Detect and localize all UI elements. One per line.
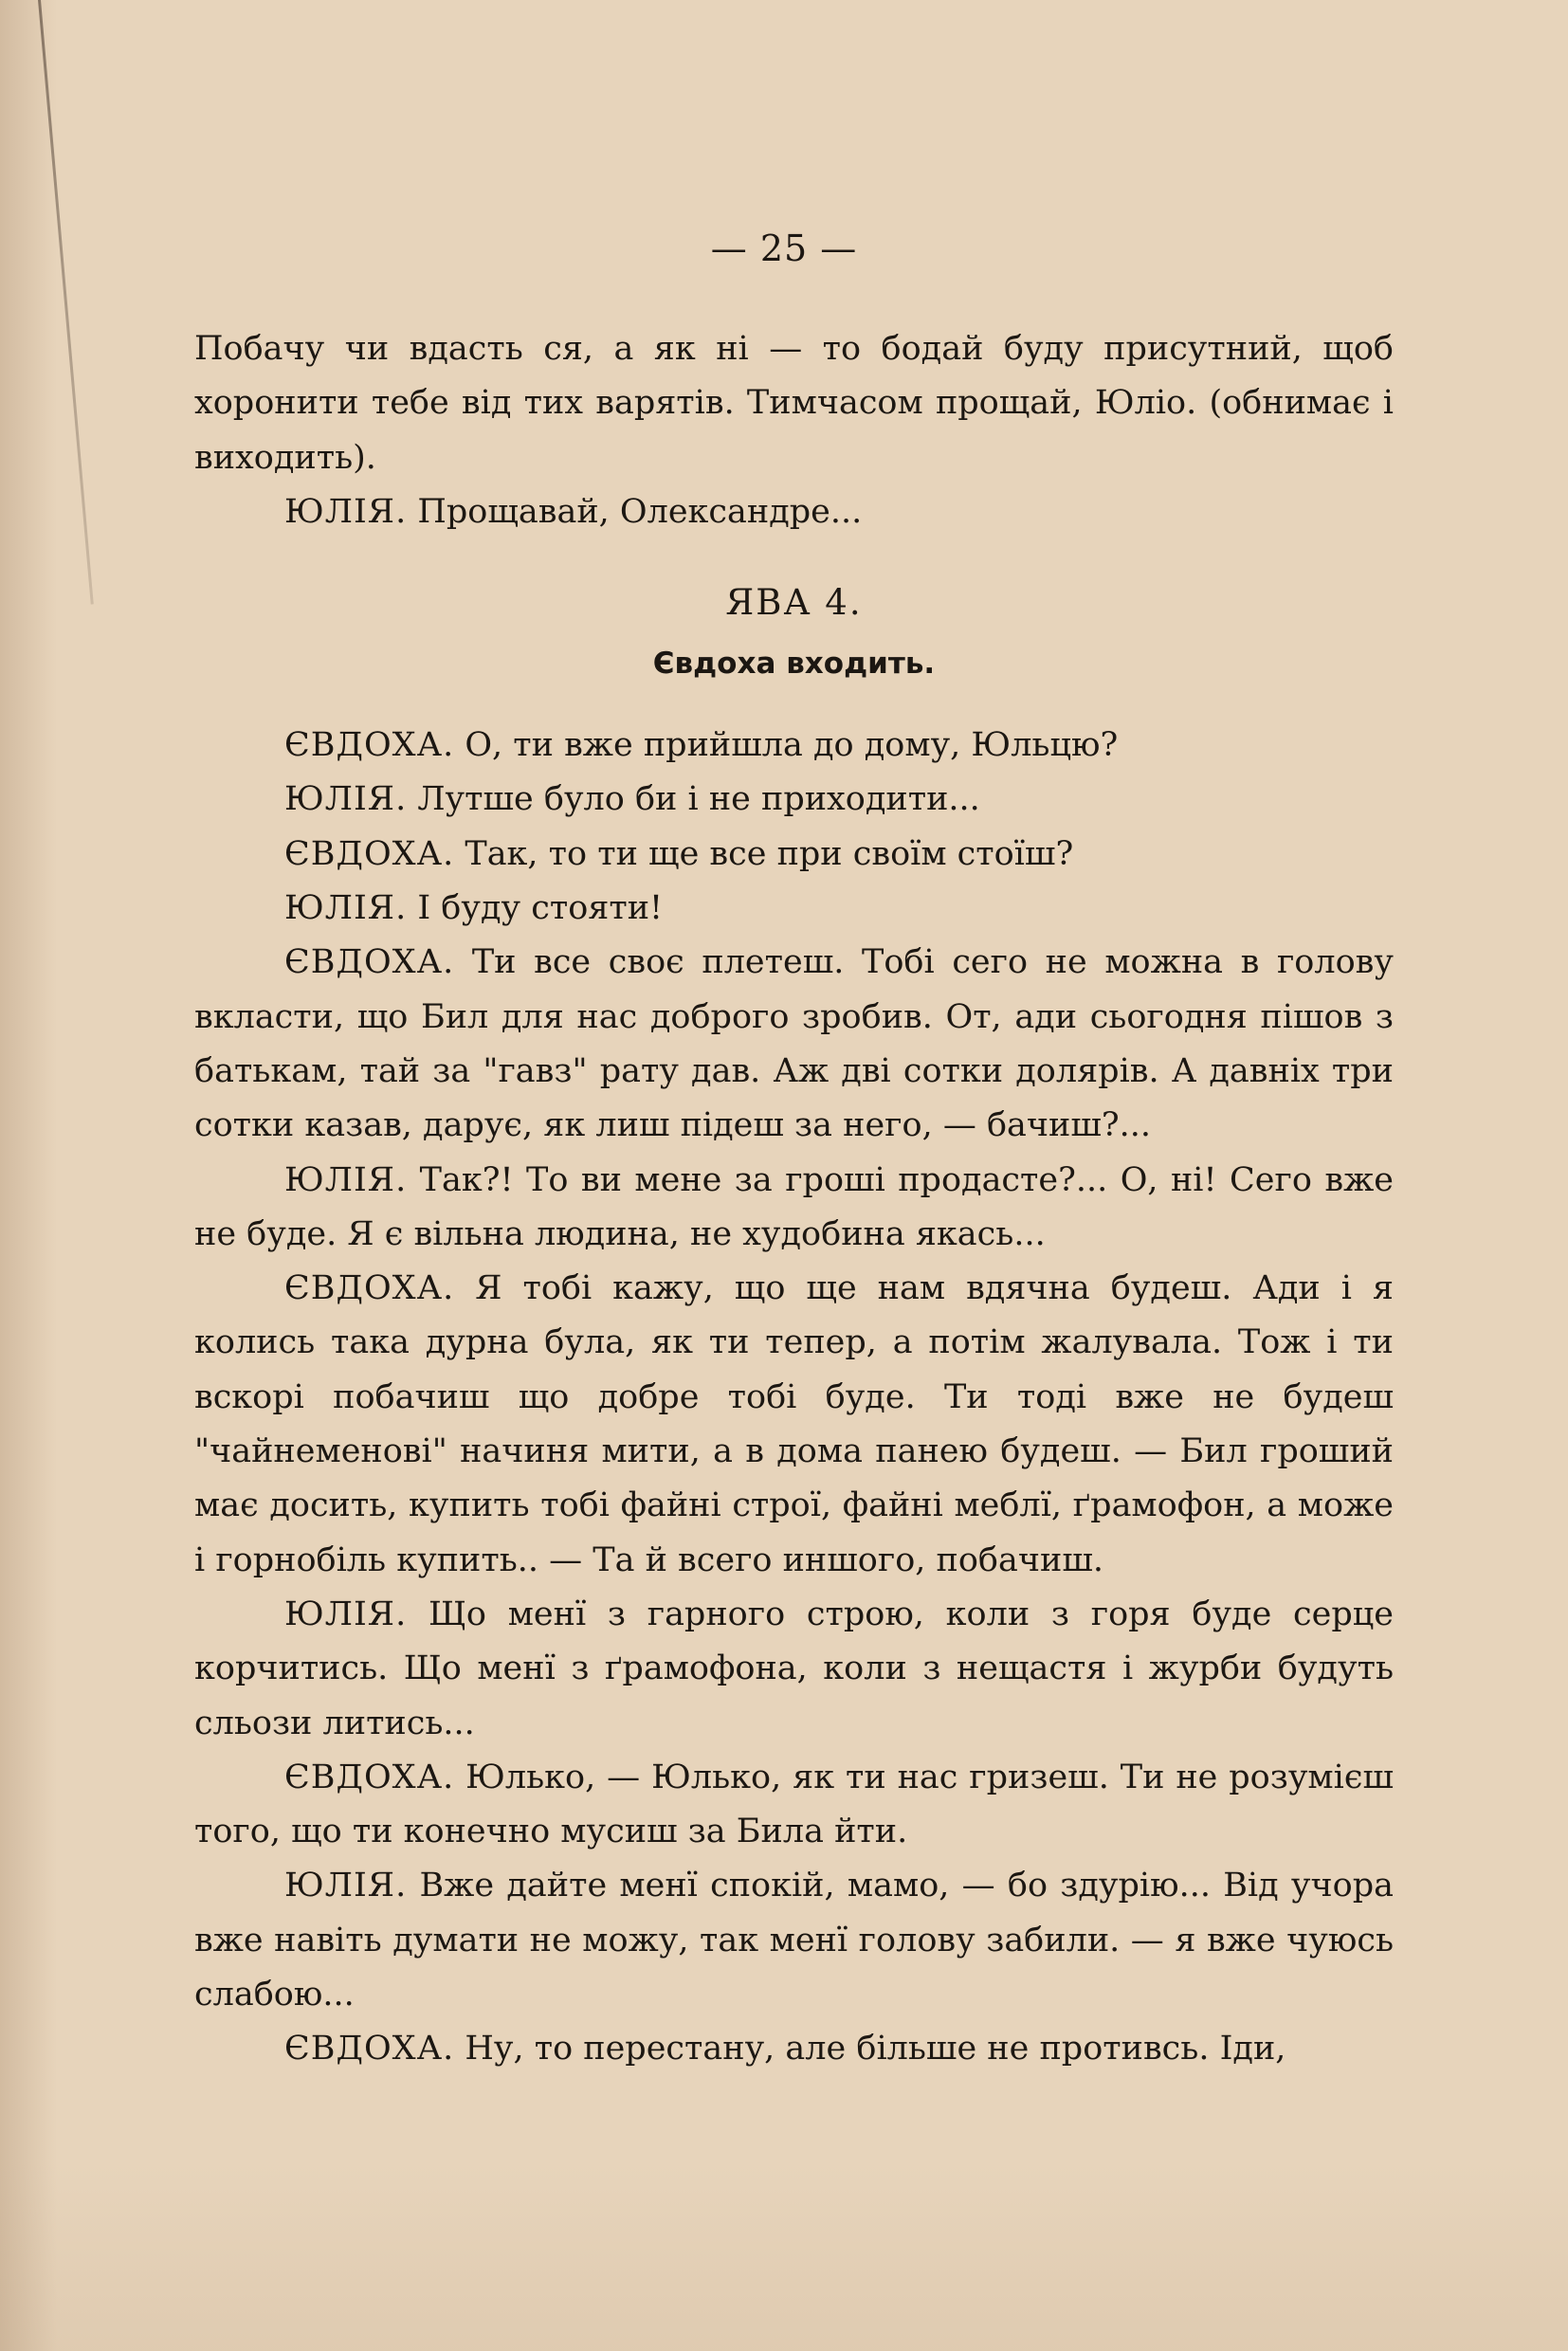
dialogue-list — [194, 719, 1394, 2076]
dialogue-text: Прощавай, Олександре... — [417, 492, 863, 531]
dialogue-text: О, ти вже прийшла до дому, Юльцю? — [465, 726, 1119, 765]
speaker-name: ЄВДОХА. — [284, 1269, 455, 1308]
speaker-name: ЄВДОХА. — [284, 834, 455, 873]
dialogue-text: Ну, то перестану, але більше не противсь. Іди, — [465, 2030, 1286, 2069]
speaker-name: ЮЛІЯ. — [284, 780, 408, 819]
dialogue-line — [194, 1859, 1394, 2022]
dialogue-line — [194, 936, 1394, 1153]
speaker-name: ЮЛІЯ. — [284, 889, 408, 928]
speaker-name: ЄВДОХА. — [284, 1758, 455, 1796]
dialogue-text: І буду стояти! — [417, 889, 664, 928]
speaker-name: ЮЛІЯ. — [284, 1160, 408, 1199]
speaker-name: ЄВДОХА. — [284, 943, 455, 982]
dialogue-text: Ти все своє плетеш. Тобі сего не можна в голову вкласти, що Бил для нас доброго зробив. От, ади сьогодня пішов з батькам, тай за "гавз" рату дав. Аж дві сотки долярів. А давніх три сотки казав, дарує, як лиш підеш за него, — бачиш?... — [194, 943, 1394, 1145]
speaker-name: ЮЛІЯ. — [284, 492, 408, 531]
dialogue-line — [194, 1751, 1394, 1860]
dialogue-line — [194, 773, 1394, 827]
speaker-name: ЮЛІЯ. — [284, 1595, 408, 1633]
dialogue-line — [194, 1588, 1394, 1751]
dialogue-text: Юлько, — Юлько, як ти нас гризеш. Ти не розумієш того, що ти конечно мусиш за Била йти. — [194, 1758, 1394, 1851]
page-edge-shadow — [38, 0, 94, 605]
speaker-name: ЄВДОХА. — [284, 726, 455, 765]
dialogue-line — [194, 828, 1394, 882]
dialogue-line — [194, 719, 1394, 773]
dialogue-text: Лутше було би і не приходити... — [417, 780, 980, 819]
text-body — [194, 322, 1394, 2077]
continuation-paragraph: Побачу чи вдасть ся, а як ні — то бодай буду присутний, щоб хоронити тебе від тих варятів. Тимчасом прощай, Юліо. (обнимає і виходить). — [194, 330, 1394, 477]
dialogue-text: Вже дайте менї спокій, мамо, — бо здурію... Від учора вже навіть думати не можу, так менї голову забили. — я вже чуюсь слабою... — [194, 1867, 1394, 2014]
dialogue-line — [194, 1262, 1394, 1588]
page-number: — 25 — — [710, 228, 858, 269]
dialogue-text: Так, то ти ще все при своїм стоїш? — [465, 834, 1074, 873]
speaker-name: ЄВДОХА. — [284, 2030, 455, 2069]
dialogue-text: Так?! То ви мене за гроші продасте?... О, ні! Сего вже не буде. Я є вільна людина, не худобина якась... — [194, 1160, 1394, 1253]
scene-heading: ЯВА 4. — [725, 582, 863, 624]
dialogue-text: Що менї з гарного строю, коли з горя буде серце корчитись. Що менї з ґрамофона, коли з нещастя і журби будуть сльози литись... — [194, 1595, 1394, 1742]
dialogue-line — [194, 485, 1394, 539]
dialogue-line — [194, 1154, 1394, 1263]
stage-direction: Євдоха входить. — [652, 647, 936, 682]
dialogue-line — [194, 2022, 1394, 2076]
speaker-name: ЮЛІЯ. — [284, 1867, 408, 1905]
dialogue-text: Я тобі кажу, що ще нам вдячна будеш. Ади і я колись така дурна була, як ти тепер, а потім жалувала. Тож і ти вскорі побачиш що добре тобі буде. Ти тоді вже не будеш "чайнеменові" начиня мити, а в дома панею будеш. — Бил гроший має досить, купить тобі файні строї, файні меблї, ґрамофон, а може і горнобіль купить.. — Та й всего иншого, побачиш. — [194, 1269, 1394, 1579]
dialogue-line — [194, 882, 1394, 936]
